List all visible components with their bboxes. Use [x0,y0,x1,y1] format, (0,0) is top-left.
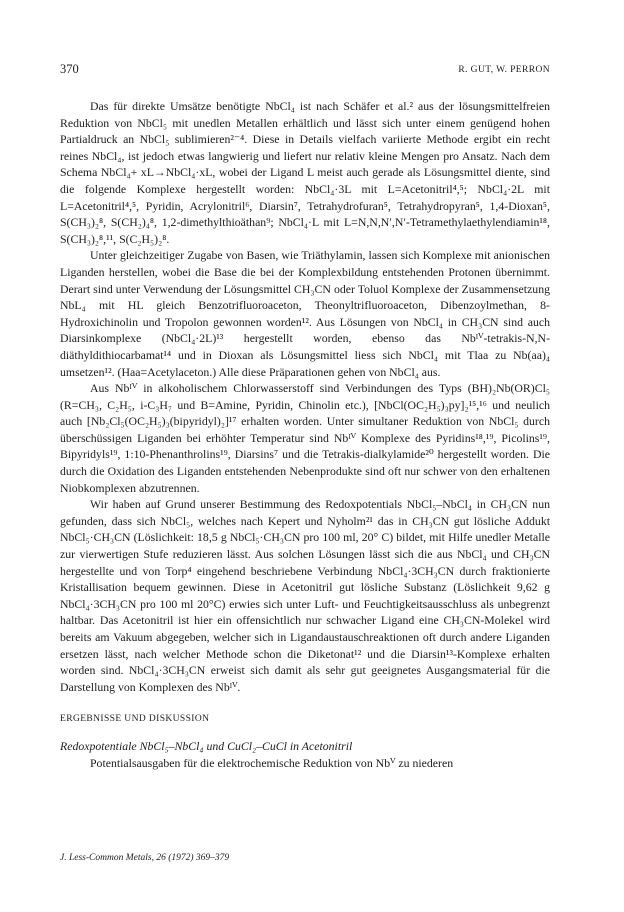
page-header [60,62,550,77]
subsection-heading: Redoxpotentiale NbCl₅–NbCl₄ und CuCl₂–CuCl in Acetonitril [60,738,353,753]
body-text [60,98,550,771]
page-number: 370 [60,62,79,76]
paragraph-1: Das für direkte Umsätze benötigte NbCl₄ ist nach Schäfer et al.² aus der lösungsmittelfreien Reduktion von NbCl₅ mit unedlen Metallen erhältlich und lässt sich unter einem genügend hohen Partialdruck an NbCl₅ sublimieren²⁻⁴. Diese in Details vielfach variierte Methode ergibt ein recht reines NbCl₄, ist jedoch etwas langwierig und liefert nur relativ kleine Mengen pro Ansatz. Nach dem Schema NbCl₄+ xL→NbCl₄·xL, wobei der Ligand L meist auch gerade als Lösungsmittel diente, sind die folgende Komplexe hergestellt worden: NbCl₄·3L mit L=Acetonitril⁴,⁵; NbCl₄·2L mit L=Acetonitril⁴,⁵, Pyridin, Acrylonitril⁶, Diarsin⁷, Tetrahydrofuran⁵, Tetrahydropyran⁵, 1,4-Dioxan⁵, S(CH₃)₂⁸, S(CH₂)₄⁸, 1,2-dimethylthioäthan⁹; NbCl₄·L mit L=N,N,N′,N′-Tetramethylaethylendiamin¹⁸, S(CH₃)₂⁸,¹¹, S(C₂H₅)₂⁸. [60,99,550,246]
paragraph-2: Unter gleichzeitiger Zugabe von Basen, wie Triäthylamin, lassen sich Komplexe mit anionischen Liganden herstellen, wobei die Base die bei der Komplexbildung entstehenden Protonen übernimmt. Derart sind unter Verwendung der Lösungsmittel CH₃CN oder Toluol Komplexe der Zusammensetzung NbL₄ mit HL gleich Benzotrifluoroaceton, Theonyltrifluoroaceton, Dibenzoylmethan, 8-Hydroxichinolin und Tropolon gewonnen worden¹². Aus Lösungen von NbCl₄ in CH₃CN sind auch Diarsinkomplexe (NbCl₄·2L)¹³ hergestellt worden, ebenso das Nbᴵⱽ-tetrakis-N,N-diäthyldithiocarbamat¹⁴ und in Dioxan als Lösungsmittel liess sich NbCl₄ mit Tlaa zu Nb(aa)₄ umsetzen¹². (Haa=Acetylaceton.) Alle diese Präparationen gehen von NbCl₄ aus. [60,248,550,379]
journal-footer: J. Less-Common Metals, 26 (1972) 369–379 [60,853,230,863]
paragraph-3: Aus Nbᴵⱽ in alkoholischem Chlorwasserstoff sind Verbindungen des Typs (BH)₂Nb(OR)Cl₅ (R=CH₃, C₂H₅, i-C₃H₇ und B=Amine, Pyridin, Chinolin etc.), [NbCl(OC₂H₅)₃py]₂¹⁵,¹⁶ und neulich auch [Nb₂Cl₅(OC₂H₅)₃(bipyridyl)₂]¹⁷ erhalten worden. Unter simultaner Reduktion von NbCl₅ durch überschüssigen Liganden bei erhöhter Temperatur sind Nbᴵⱽ Komplexe des Pyridins¹⁸,¹⁹, Picolins¹⁹, Bipyridyls¹⁹, 1:10-Phenanthrolins¹⁹, Diarsins⁷ und die Tetrakis-dialkylamide²⁰ hergestellt worden. Die durch die Oxidation des Liganden entstehenden Nebenprodukte sind oft nur schwer von den erhaltenen Niobkomplexen abzutrennen. [60,381,550,495]
paragraph-4: Wir haben auf Grund unserer Bestimmung des Redoxpotentials NbCl₅–NbCl₄ in CH₃CN nun gefunden, dass sich NbCl₅, welches nach Kepert und Nyholm²¹ das in CH₃CN gut lösliche Addukt NbCl₅·CH₃CN (Löslichkeit: 18,5 g NbCl₅·CH₃CN pro 100 ml, 20° C) bildet, mit Hilfe unedler Metalle zur vierwertigen Stufe reduzieren lässt. Aus solchen Lösungen lässt sich die aus NbCl₄ und CH₃CN hergestellte und von Torp⁴ eingehend beschriebene Verbindung NbCl₄·3CH₃CN durch fraktionierte Kristallisation bequem gewinnen. Diese in Acetonitril gut lösliche Substanz (Löslichkeit 9,62 g NbCl₄·3CH₃CN pro 100 ml 20°C) erwies sich unter Luft- und Feuchtigkeitsausschluss als unbegrenzt haltbar. Das Acetonitril ist hier ein offensichtlich nur schwacher Ligand eine CH₃CN-Molekel wird bereits am Vakuum abgegeben, welcher sich in Ligandaustauschreaktionen oft durch andere Liganden ersetzen lässt, nach welcher Methode schon die Diketonat¹² und die Diarsin¹³-Komplexe erhalten worden sind. NbCl₄·3CH₃CN erweist sich damit als sehr gut geeignetes Ausgangsmaterial für die Darstellung von Komplexen des Nbᴵⱽ. [60,497,550,694]
paragraph-5: Potentialsausgaben für die elektrochemische Reduktion von Nbⱽ zu niederen [90,755,454,770]
running-head: R. GUT, W. PERRON [458,65,550,75]
section-heading: ERGEBNISSE UND DISKUSSION [60,714,210,725]
